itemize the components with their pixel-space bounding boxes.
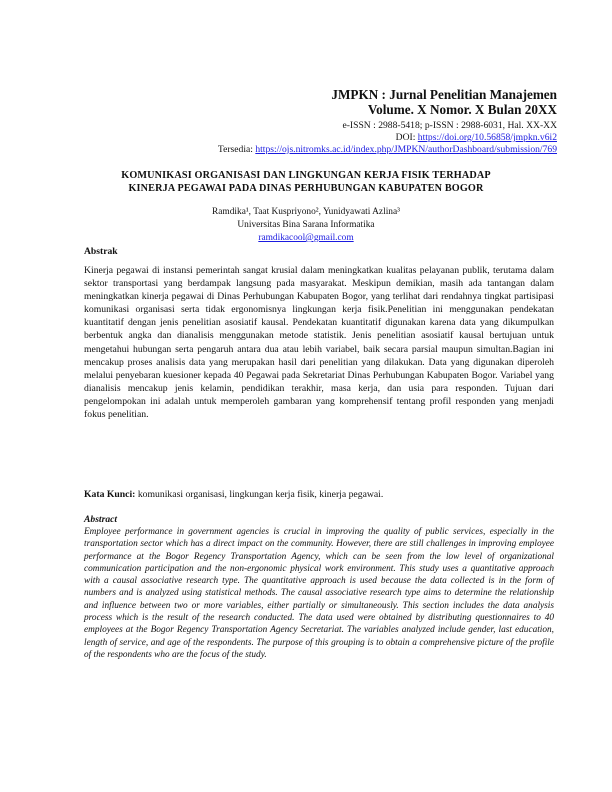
doi-line [396,132,557,144]
journal-issn: e-ISSN : 2988-5418; p-ISSN : 2988-6031, Hal. XX-XX [342,120,557,131]
abstract-body: Employee performance in government agencies is crucial in improving the quality of public services, especially in the transportation sector which has a direct impact on the community. However, there are still challenges in improving employee performance at the Bogor Regency Transportation Agency, which can be seen from the low level of organizational communication participation and the non-ergonomic physical work environment. This study uses a quantitative approach with a causal associative research type. The quantitative approach is used because the data collected is in the form of numbers and is analyzed using statistical methods. The causal associative research type aims to determine the relationship and influence between two or more variables, either partially or simultaneously. This section includes the data analysis process which is the result of the research conducted. The data used were obtained by distributing questionnaires to 40 employees at the Bogor Regency Transportation Agency Secretariat. The variables analyzed include gender, last education, length of service, and age of the respondents. The purpose of this grouping is to obtain a comprehensive picture of the profile of the respondents who are the focus of the study. [84,527,554,660]
doi-link[interactable]: https://doi.org/10.56858/jmpkn.v6i2 [417,132,557,143]
journal-title: JMPKN : Jurnal Penelitian Manajemen [331,87,557,102]
keywords [84,489,554,501]
doi-label: DOI: [395,132,416,143]
tersedia-link[interactable]: https://ojs.nitromks.ac.id/index.php/JMPKN/authorDashboard/submission/769 [255,144,557,155]
paper-title [60,170,552,195]
keywords-label: Kata Kunci: [84,489,136,500]
keywords-text: komunikasi organisasi, lingkungan kerja fisik, kinerja pegawai. [135,489,384,500]
author-email[interactable] [60,232,552,244]
tersedia-label: Tersedia: [217,144,253,155]
author-email-link[interactable]: ramdikacool@gmail.com [258,233,354,243]
paper-title-line2: KINERJA PEGAWAI PADA DINAS PERHUBUNGAN KABUPATEN BOGOR [128,182,484,194]
tersedia-line [218,144,557,156]
paper-affiliation: Universitas Bina Sarana Informatika [237,220,375,230]
abstrak-heading: Abstrak [84,246,118,257]
paper-title-line1: KOMUNIKASI ORGANISASI DAN LINGKUNGAN KERJA FISIK TERHADAP [121,170,491,181]
abstrak-body: Kinerja pegawai di instansi pemerintah sangat krusial dalam meningkatkan kualitas pelayanan publik, terutama dalam sektor transportasi yang berdampak langsung pada masyarakat. Meskipun demikian, masih ada tantangan dalam meningkatkan kinerja pegawai di Dinas Perhubungan Kabupaten Bogor, yang terlihat dari rendahnya tingkat partisipasi komunikasi organisasi serta tidak ergonomisnya lingkungan kerja fisik.Penelitian ini menggunakan pendekatan kuantitatif dengan jenis penelitian asosiatif kausal. Pendekatan kuantitatif digunakan karena data yang dikumpulkan berbentuk angka dan dianalisis menggunakan metode statistik. Jenis penelitian asosiatif kausal bertujuan untuk mengetahui hubungan serta pengaruh antara dua atau lebih variabel, baik secara parsial maupun simultan.Bagian ini mencakup proses analisis data yang merupakan hasil dari penelitian yang dilakukan. Data yang digunakan diperoleh melalui penyebaran kuesioner kepada 40 Pegawai pada Sekretariat Dinas Perhubungan Kabupaten Bogor. Variabel yang dianalisis mencakup jenis kelamin, pendidikan terakhir, masa kerja, dan usia para responden. Tujuan dari pengelompokan ini adalah untuk memperoleh gambaran yang komprehensif tentang profil responden yang menjadi fokus penelitian. [84,265,554,421]
paper-authors: Ramdika¹, Taat Kuspriyono², Yunidyawati Azlina³ [212,207,400,217]
abstract-heading: Abstract [84,514,118,525]
journal-volume: Volume. X Nomor. X Bulan 20XX [367,102,557,117]
